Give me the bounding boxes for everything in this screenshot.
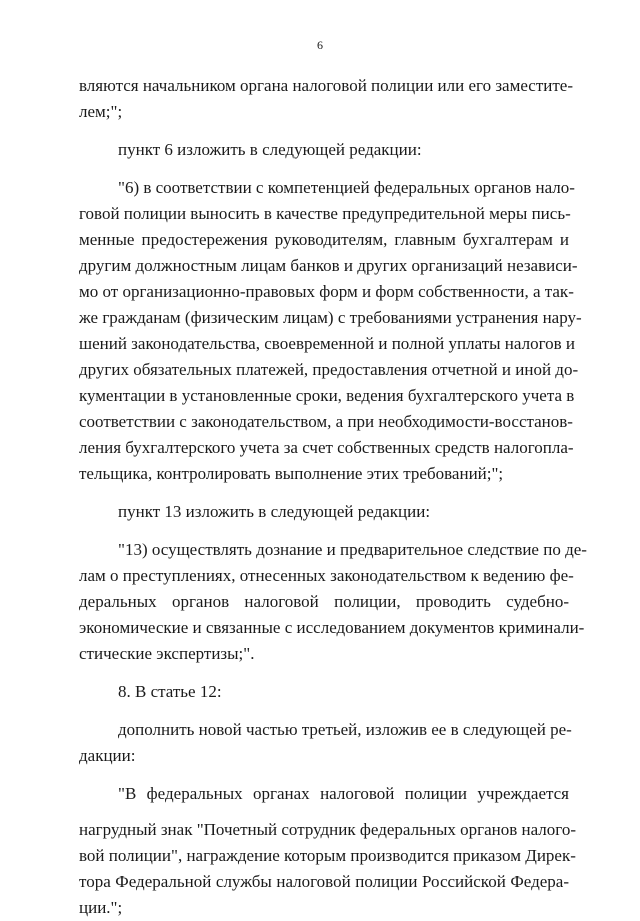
text-line: 8. В статье 12: bbox=[118, 682, 222, 701]
text-line: других обязательных платежей, предоставления отчетной и иной до- bbox=[79, 360, 579, 379]
text-line: же гражданам (физическим лицам) с требованиями устранения нару- bbox=[79, 308, 582, 327]
text-line: соответствии с законодательством, а при необходимости-восстанов- bbox=[79, 412, 573, 431]
paragraph bbox=[79, 717, 572, 769]
text-line: пункт 6 изложить в следующей редакции: bbox=[118, 140, 422, 159]
text-line: вой полиции", награждение которым производится приказом Дирек- bbox=[79, 846, 576, 865]
text-line: "6) в соответствии с компетенцией федеральных органов нало- bbox=[118, 178, 575, 197]
text-line: ции."; bbox=[79, 898, 123, 917]
text-line: лам о преступлениях, отнесенных законодательством к ведению фе- bbox=[79, 566, 574, 585]
paragraph bbox=[79, 679, 569, 705]
text-line: дополнить новой частью третьей, изложив ее в следующей ре- bbox=[118, 720, 572, 739]
text-line: стические экспертизы;". bbox=[79, 644, 255, 663]
quoted-paragraph bbox=[79, 537, 587, 667]
text-line: лем;"; bbox=[79, 102, 123, 121]
text-line: другим должностным лицам банков и других организаций независи- bbox=[79, 256, 578, 275]
text-line: экономические и связанные с исследованием документов криминали- bbox=[79, 618, 585, 637]
text-line: вляются начальником органа налоговой полиции или его заместите- bbox=[79, 76, 574, 95]
paragraph bbox=[79, 137, 569, 163]
paragraph bbox=[79, 73, 574, 125]
text-line: пункт 13 изложить в следующей редакции: bbox=[118, 502, 431, 521]
text-line: дакции: bbox=[79, 746, 136, 765]
text-line: шений законодательства, своевременной и полной уплаты налогов и bbox=[79, 334, 575, 353]
text-line: деральных органов налоговой полиции, проводить судебно- bbox=[79, 592, 569, 611]
quoted-paragraph bbox=[79, 175, 582, 487]
quoted-paragraph bbox=[79, 781, 569, 807]
paragraph bbox=[79, 817, 577, 921]
text-line: "13) осуществлять дознание и предварительное следствие по де- bbox=[118, 540, 587, 559]
text-line: мо от организационно-правовых форм и форм собственности, а так- bbox=[79, 282, 574, 301]
document-body bbox=[79, 73, 587, 921]
text-line: нагрудный знак "Почетный сотрудник федеральных органов налого- bbox=[79, 820, 577, 839]
text-line: "В федеральных органах налоговой полиции учреждается bbox=[118, 784, 569, 803]
text-line: тора Федеральной службы налоговой полиции Российской Федера- bbox=[79, 872, 569, 891]
text-line: тельщика, контролировать выполнение этих требований;"; bbox=[79, 464, 504, 483]
text-line: кументации в установленные сроки, ведения бухгалтерского учета в bbox=[79, 386, 575, 405]
page-number: 6 bbox=[317, 38, 323, 52]
text-line: менные предостережения руководителям, главным бухгалтерам и bbox=[79, 230, 569, 249]
text-line: ления бухгалтерского учета за счет собственных средств налогопла- bbox=[79, 438, 574, 457]
text-line: говой полиции выносить в качестве предупредительной меры пись- bbox=[79, 204, 571, 223]
paragraph bbox=[79, 499, 569, 525]
